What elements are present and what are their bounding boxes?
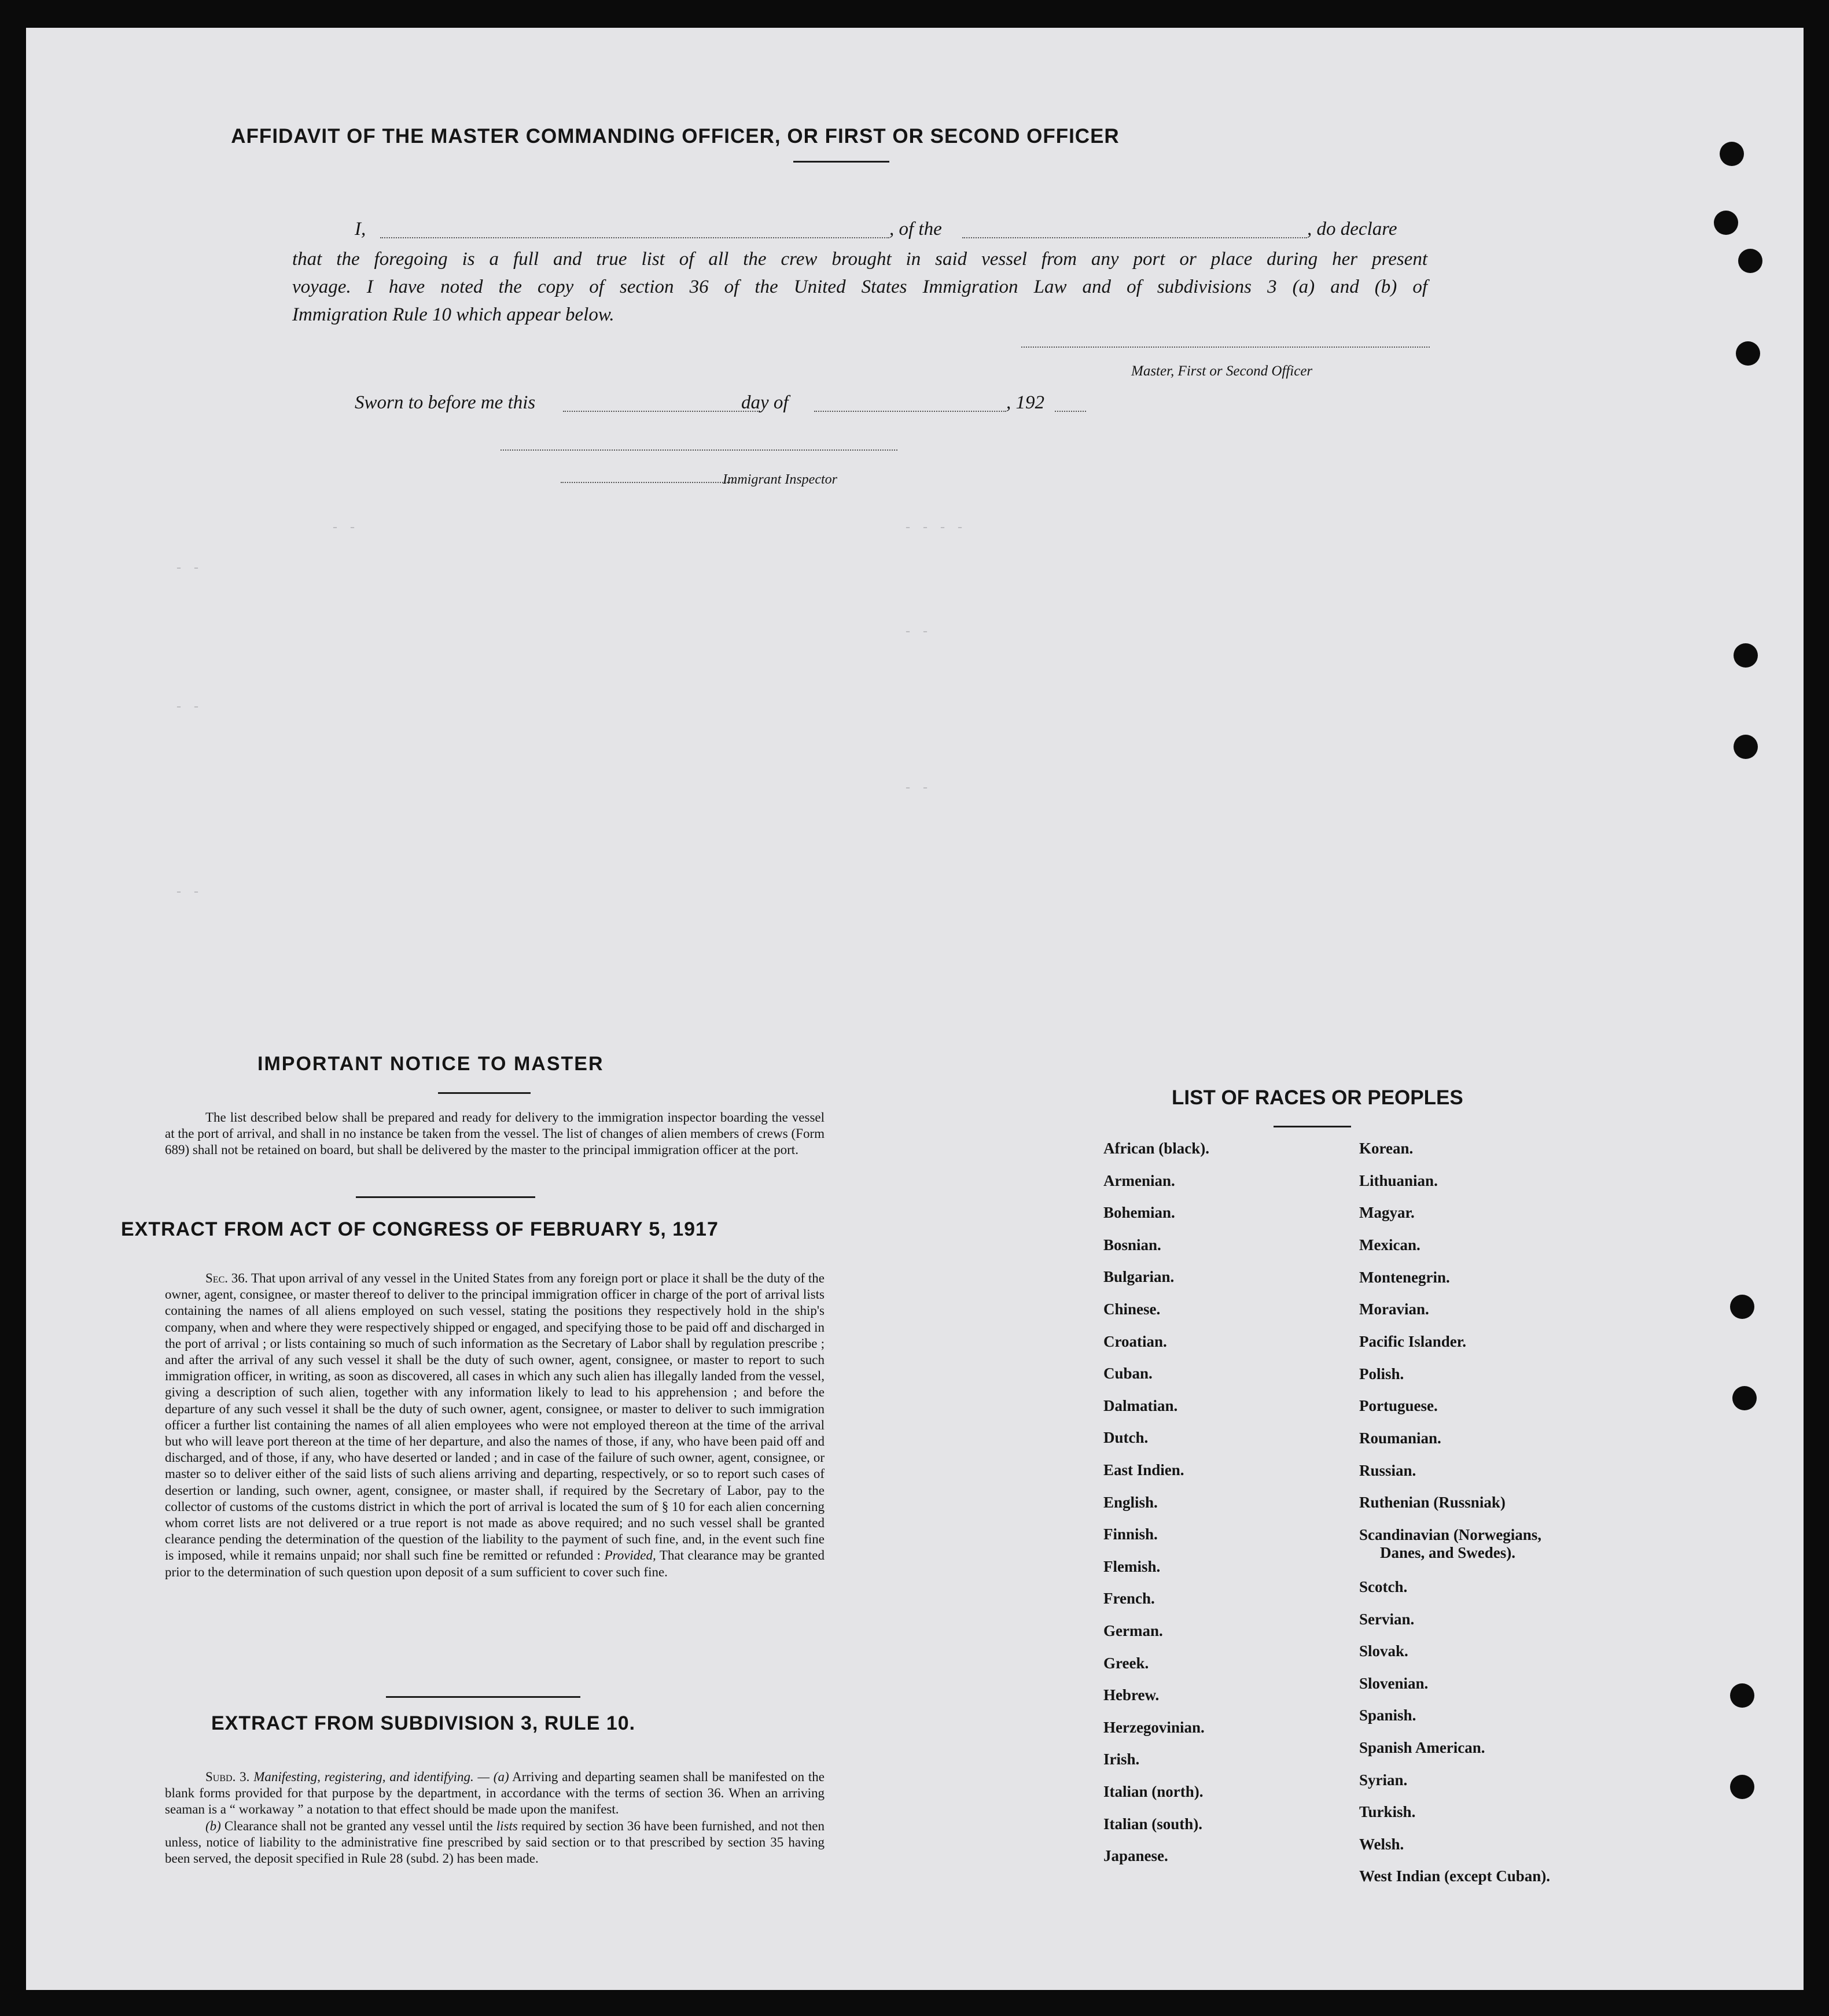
day-blank[interactable] bbox=[563, 411, 760, 412]
year-blank[interactable] bbox=[1055, 411, 1086, 412]
month-blank[interactable] bbox=[814, 411, 1006, 412]
title-rule bbox=[793, 161, 889, 163]
bleed-through-mark: - - bbox=[176, 699, 203, 714]
race-item: Mexican. bbox=[1359, 1236, 1420, 1254]
section-text: That upon arrival of any vessel in the United States from any foreign port or place it shall be the duty of the owner, agent, consignee, or master thereof to deliver to the principal immigration officer in charge of the port of arrival lists containing the names of all aliens employed on such vessel, stating the positions they respectively hold in the ship's company, when and where they were respectively shipped or engaged, and specifying those to be paid off and discharged in the port of arrival ; or lists containing so much of such information as the Secretary of Labor shall by regulation prescribe ; and after the arrival of any such vessel it shall be the duty of such owner, agent, consignee, or master to report to such immigration officer, in writing, as soon as discovered, all cases in which any such alien has illegally landed from the vessel, giving a description of such alien, together with any information likely to lead to his apprehension ; and before the departure of any such vessel it shall be the duty of such owner, agent, consignee, or master to deliver to such immigration officer a further list containing the names of all alien employees who were not employed thereon at the time of the arrival but who will leave port thereon at the time of her departure, and also the names of those, if any, who have been paid off and discharged, and of those, if any, who have deserted or landed ; and in case of the failure of such owner, agent, consignee, or master so to deliver either of the said lists of such aliens arriving and departing, respectively, or so to report such cases of desertion or landing, such owner, agent, consignee, or master shall, if required by the Secretary of Labor, pay to the collector of customs of the customs district in which the port of arrival is located the sum of § 10 for each alien concerning whom corret lists are not delivered or a true report is not made as above required; and no such vessel shall be granted clearance pending the determination of the question of the liability to the payment of such fine, and, in the event such fine is imposed, while it remains unpaid; nor shall such fine be remitted or refunded : bbox=[165, 1271, 825, 1563]
races-title: LIST OF RACES OR PEOPLES bbox=[1172, 1086, 1463, 1109]
bleed-through-mark: - - bbox=[176, 884, 203, 899]
bleed-through-mark: - - bbox=[906, 624, 932, 639]
rule-title: EXTRACT FROM SUBDIVISION 3, RULE 10. bbox=[211, 1712, 636, 1734]
day-of-text: day of bbox=[741, 392, 789, 413]
act-title: EXTRACT FROM ACT OF CONGRESS OF FEBRUARY 5, 1917 bbox=[121, 1218, 719, 1240]
punch-hole bbox=[1720, 142, 1744, 166]
vessel-blank[interactable] bbox=[962, 237, 1307, 238]
race-item: Welsh. bbox=[1359, 1836, 1404, 1853]
punch-hole bbox=[1730, 1683, 1754, 1708]
race-item: Slovak. bbox=[1359, 1642, 1408, 1660]
affidavit-line-3: voyage. I have noted the copy of section 36 of the United States Immigration Law and of subdivisions 3 (a) and (b) of bbox=[292, 277, 1427, 297]
race-item: Roumanian. bbox=[1359, 1429, 1441, 1447]
race-item: Dalmatian. bbox=[1103, 1396, 1178, 1414]
race-item: Herzegovinian. bbox=[1103, 1718, 1205, 1736]
act-paragraph bbox=[165, 1270, 825, 1580]
race-item: Scandinavian (Norwegians, bbox=[1359, 1526, 1542, 1543]
punch-hole bbox=[1738, 249, 1762, 273]
race-item: Russian. bbox=[1359, 1462, 1416, 1479]
rule-text bbox=[165, 1769, 825, 1867]
race-item: Ruthenian (Russniak) bbox=[1359, 1494, 1506, 1511]
race-item: Hebrew. bbox=[1103, 1686, 1160, 1704]
provided-word: Provided, bbox=[604, 1548, 656, 1563]
race-item: Servian. bbox=[1359, 1610, 1415, 1628]
race-item: Spanish American. bbox=[1359, 1739, 1485, 1756]
race-item: Slovenian. bbox=[1359, 1675, 1429, 1692]
affidavit-title: AFFIDAVIT OF THE MASTER COMMANDING OFFICER, OR FIRST OR SECOND OFFICER bbox=[231, 125, 1120, 148]
section-label: Sec. 36. bbox=[205, 1271, 248, 1285]
punch-hole bbox=[1734, 735, 1758, 759]
race-item: Cuban. bbox=[1103, 1365, 1153, 1383]
affidavit-do-declare: , do declare bbox=[1307, 219, 1397, 239]
inspector-blank-2[interactable] bbox=[561, 482, 734, 483]
race-item: Bosnian. bbox=[1103, 1236, 1161, 1254]
race-item: West Indian (except Cuban). bbox=[1359, 1867, 1551, 1885]
subd-b-text-1: Clearance shall not be granted any vessel until the bbox=[224, 1818, 493, 1833]
act-text bbox=[165, 1270, 825, 1580]
race-item: East Indien. bbox=[1103, 1461, 1184, 1479]
race-item: Finnish. bbox=[1103, 1525, 1158, 1543]
notice-rule bbox=[438, 1092, 531, 1094]
race-item: Chinese. bbox=[1103, 1300, 1161, 1318]
subd-b-lists: lists bbox=[496, 1818, 518, 1833]
subd-a-text: Arriving and departing seamen shall be manifested on the blank forms provided for that purpose by the department, in accordance with the terms of section 36. When an arriving seaman is a “ workaway ” a notation to that effect should be made upon the manifest. bbox=[165, 1770, 825, 1817]
subd-a-label: — (a) bbox=[477, 1770, 509, 1784]
punch-hole bbox=[1732, 1386, 1757, 1410]
inspector-blank[interactable] bbox=[501, 449, 897, 451]
race-item: Italian (south). bbox=[1103, 1815, 1203, 1833]
race-item: Syrian. bbox=[1359, 1771, 1408, 1789]
race-item: Dutch. bbox=[1103, 1429, 1149, 1447]
race-item: Croatian. bbox=[1103, 1332, 1167, 1350]
race-item: Pacific Islander. bbox=[1359, 1333, 1466, 1350]
affidavit-line-4: Immigration Rule 10 which appear below. bbox=[292, 304, 614, 325]
race-item: Italian (north). bbox=[1103, 1783, 1204, 1800]
punch-hole bbox=[1714, 211, 1738, 235]
race-item: Spanish. bbox=[1359, 1707, 1416, 1724]
rule-paragraph-b bbox=[165, 1818, 825, 1867]
race-item: Japanese. bbox=[1103, 1847, 1168, 1865]
affidavit-i: I, bbox=[355, 219, 366, 239]
bleed-through-mark: - - bbox=[176, 560, 203, 575]
race-item: Magyar. bbox=[1359, 1204, 1415, 1221]
race-item: Bohemian. bbox=[1103, 1204, 1175, 1222]
race-item: Montenegrin. bbox=[1359, 1269, 1450, 1286]
punch-hole bbox=[1730, 1775, 1754, 1799]
race-item: German. bbox=[1103, 1622, 1163, 1639]
subd-heading: Manifesting, registering, and identifying. bbox=[253, 1770, 474, 1784]
document-page bbox=[26, 28, 1804, 1990]
notice-paragraph: The list described below shall be prepared and ready for delivery to the immigration inspector boarding the vessel at the port of arrival, and shall in no instance be taken from the vessel. The list of changes of alien members of crews (Form 689) shall not be retained on board, but shall be delivered by the master to the principal immigration officer at the port. bbox=[165, 1110, 825, 1158]
race-item: English. bbox=[1103, 1493, 1158, 1511]
notice-end-rule bbox=[356, 1196, 535, 1198]
rule-paragraph-a bbox=[165, 1769, 825, 1818]
race-item: Korean. bbox=[1359, 1140, 1414, 1157]
punch-hole bbox=[1734, 643, 1758, 668]
bleed-through-mark: - - bbox=[333, 519, 359, 535]
race-item: African (black). bbox=[1103, 1140, 1209, 1157]
inspector-label: Immigrant Inspector bbox=[723, 472, 837, 487]
act-end-rule bbox=[386, 1696, 580, 1698]
signer-label: Master, First or Second Officer bbox=[1131, 363, 1313, 379]
affidavit-of-the: , of the bbox=[889, 219, 942, 239]
race-item: Danes, and Swedes). bbox=[1380, 1544, 1516, 1561]
punch-hole bbox=[1736, 341, 1760, 366]
race-item: Turkish. bbox=[1359, 1803, 1416, 1820]
subd-b-label: (b) bbox=[205, 1818, 221, 1833]
race-item: French. bbox=[1103, 1590, 1155, 1608]
notice-text bbox=[165, 1110, 825, 1159]
race-item: Armenian. bbox=[1103, 1171, 1175, 1189]
affidavit-line-2: that the foregoing is a full and true list of all the crew brought in said vessel from any port or place during her present bbox=[292, 249, 1427, 270]
name-blank[interactable] bbox=[380, 237, 889, 238]
subd-label: Subd. 3. bbox=[205, 1770, 250, 1784]
year-text: , 192 bbox=[1006, 392, 1044, 413]
race-item: Moravian. bbox=[1359, 1300, 1429, 1318]
race-item: Lithuanian. bbox=[1359, 1172, 1438, 1189]
notice-title: IMPORTANT NOTICE TO MASTER bbox=[257, 1053, 604, 1075]
race-item: Irish. bbox=[1103, 1750, 1140, 1768]
race-item: Scotch. bbox=[1359, 1578, 1408, 1595]
signature-blank[interactable] bbox=[1021, 347, 1430, 348]
section-text-end: That clearance may be granted prior to the determination of such question upon deposit of a sum sufficient to cover such fine. bbox=[165, 1548, 825, 1579]
race-item: Greek. bbox=[1103, 1654, 1149, 1672]
bleed-through-mark: - - - - bbox=[906, 519, 967, 535]
race-item: Portuguese. bbox=[1359, 1397, 1438, 1414]
sworn-text: Sworn to before me this bbox=[355, 392, 536, 413]
subd-b-text-2: required by section 36 have been furnished, and not then unless, notice of liability to the administrative fine prescribed by said section or to that prescribed by section 35 having been served, the deposit specified in Rule 28 (subd. 2) has been made. bbox=[165, 1818, 825, 1866]
race-item: Flemish. bbox=[1103, 1557, 1161, 1575]
bleed-through-mark: - - bbox=[906, 780, 932, 795]
races-rule bbox=[1274, 1126, 1351, 1127]
punch-hole bbox=[1730, 1295, 1754, 1319]
race-item: Polish. bbox=[1359, 1365, 1404, 1383]
race-item: Bulgarian. bbox=[1103, 1268, 1175, 1286]
